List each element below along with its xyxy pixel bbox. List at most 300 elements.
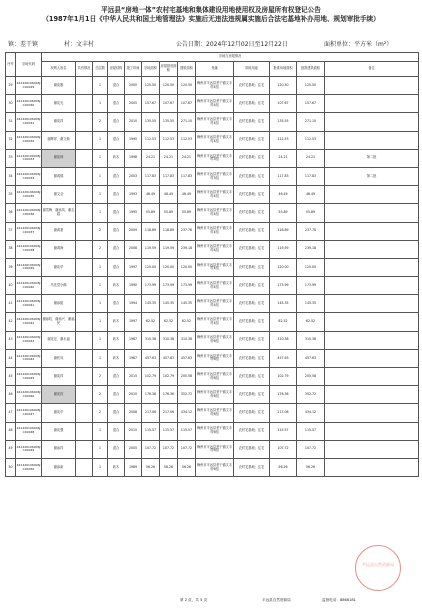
header-remark: 备注: [325, 62, 419, 77]
purpose-cell: 农村宅基地；住宅: [234, 258, 270, 276]
table-row: [6, 386, 419, 404]
approved-area-cell: 112.53: [270, 131, 297, 149]
build-area-cell: 117.83: [178, 167, 196, 185]
approved-build-cell: 24.21: [297, 149, 325, 167]
base-area-cell: 457.63: [160, 349, 178, 367]
table-row: [6, 313, 419, 331]
build-area-cell: 352.72: [178, 386, 196, 404]
approved-build-cell: 145.35: [297, 295, 325, 313]
approved-area-cell: 120.50: [270, 77, 297, 95]
seq-cell: 32: [6, 131, 16, 149]
co-owner-cell: [76, 458, 93, 476]
build-area-cell: 310.38: [178, 331, 196, 349]
registration-table: [5, 52, 419, 477]
header-build-area: 建筑面积: [178, 62, 196, 77]
approved-area-cell: 457.63: [270, 349, 297, 367]
structure-cell: 混合: [108, 386, 125, 404]
year-cell: 1998: [125, 149, 142, 167]
year-cell: 1997: [125, 313, 142, 331]
base-area-cell: 135.55: [160, 113, 178, 131]
seq-cell: 34: [6, 167, 16, 185]
approved-build-cell: 112.53: [297, 131, 325, 149]
table-row: [6, 131, 419, 149]
floors-cell: 1: [93, 95, 108, 113]
structure-cell: 砖木: [108, 149, 125, 167]
approved-area-cell: 55.89: [270, 204, 297, 222]
code-cell: 441426106006JC00050: [16, 458, 42, 476]
structure-cell: 混合: [108, 240, 125, 258]
approved-build-cell: 352.72: [297, 386, 325, 404]
location-cell: 梅州市平远县差干镇文丰村4组: [196, 222, 234, 240]
owner-cell: 谢宪光: [42, 95, 76, 113]
land-area-cell: 107.67: [142, 95, 160, 113]
location-cell: 梅州市平远县差干镇文丰村4组: [196, 295, 234, 313]
announcement-subtitle: （1987年1月1日《中华人民共和国土地管理法》实施后无违法违规属实施后合法宅基地补办用地、规划审批手续）: [42, 15, 380, 23]
owner-cell: 谢添振: [42, 295, 76, 313]
year-cell: 1990: [125, 277, 142, 295]
header-base-area: 房屋基底面积: [160, 62, 178, 77]
land-area-cell: 118.89: [142, 222, 160, 240]
year-cell: 2003: [125, 167, 142, 185]
land-area-cell: 135.55: [142, 113, 160, 131]
land-area-cell: 117.83: [142, 167, 160, 185]
base-area-cell: 102.79: [160, 368, 178, 386]
remark-cell: 第二批: [325, 167, 419, 185]
owner-cell: 谢添权、谢添兴、谢福民: [42, 313, 76, 331]
footer-org: 平远县自然资源局: [262, 598, 291, 602]
approved-build-cell: 120.50: [297, 77, 325, 95]
seq-cell: 38: [6, 240, 16, 258]
location-cell: 梅州市平远县差干镇文丰村4组: [196, 113, 234, 131]
floors-cell: 1: [93, 331, 108, 349]
code-cell: 441426106006JC00049: [16, 440, 42, 458]
seq-cell: 48: [6, 422, 16, 440]
seq-cell: 35: [6, 186, 16, 204]
table-row: [6, 222, 419, 240]
structure-cell: 混合: [108, 404, 125, 422]
co-owner-cell: [76, 204, 93, 222]
floors-cell: 1: [93, 422, 108, 440]
owner-cell: 谢添新: [42, 458, 76, 476]
approved-build-cell: 107.67: [297, 95, 325, 113]
approved-build-cell: 205.58: [297, 368, 325, 386]
code-cell: 441426106006JC00031: [16, 113, 42, 131]
year-cell: 2015: [125, 422, 142, 440]
table-row: [6, 440, 419, 458]
co-owner-cell: [76, 331, 93, 349]
location-cell: 梅州市平远县差干镇文丰村4组: [196, 313, 234, 331]
co-owner-cell: [76, 77, 93, 95]
build-area-cell: 271.10: [178, 113, 196, 131]
table-body: [6, 77, 419, 477]
approved-build-cell: 117.83: [297, 167, 325, 185]
structure-cell: 混合: [108, 422, 125, 440]
purpose-cell: 农村宅基地；住宅: [234, 95, 270, 113]
location-cell: 梅州市平远县差干镇文丰村4组: [196, 204, 234, 222]
approved-build-cell: 115.57: [297, 422, 325, 440]
year-cell: 2008: [125, 404, 142, 422]
seq-cell: 43: [6, 331, 16, 349]
approved-area-cell: 46.49: [270, 186, 297, 204]
footer-phone: 监督电话：8868181: [322, 598, 356, 602]
co-owner-cell: [76, 113, 93, 131]
year-cell: 2015: [125, 368, 142, 386]
floors-cell: 1: [93, 77, 108, 95]
approved-build-cell: 173.99: [297, 277, 325, 295]
land-area-cell: 55.89: [142, 204, 160, 222]
purpose-cell: 农村宅基地；住宅: [234, 77, 270, 95]
base-area-cell: 120.50: [160, 77, 178, 95]
code-cell: 441426106006JC00034: [16, 167, 42, 185]
approved-area-cell: 117.83: [270, 167, 297, 185]
owner-cell: 谢添祥: [42, 440, 76, 458]
co-owner-cell: [76, 368, 93, 386]
table-row: [6, 277, 419, 295]
date-label: 公告日期：2024年12月02日至12月22日: [176, 41, 288, 48]
location-cell: 梅州市平远县差干镇文丰村6组: [196, 386, 234, 404]
base-area-cell: 115.57: [160, 422, 178, 440]
table-row: [6, 331, 419, 349]
base-area-cell: 107.67: [160, 95, 178, 113]
remark-cell: [325, 77, 419, 95]
co-owner-cell: [76, 422, 93, 440]
header-floors: 总层数: [93, 62, 108, 77]
approved-build-cell: 62.52: [297, 313, 325, 331]
base-area-cell: 120.00: [160, 258, 178, 276]
structure-cell: 混合: [108, 95, 125, 113]
build-area-cell: 107.67: [178, 95, 196, 113]
remark-cell: [325, 404, 419, 422]
floors-cell: 2: [93, 113, 108, 131]
table-row: [6, 167, 419, 185]
owner-cell: 谢宪林: [42, 149, 76, 167]
header-land-area: 宗地面积: [142, 62, 160, 77]
purpose-cell: 农村宅基地；住宅: [234, 131, 270, 149]
build-area-cell: 205.58: [178, 368, 196, 386]
approved-area-cell: 173.99: [270, 277, 297, 295]
structure-cell: 混合: [108, 204, 125, 222]
location-cell: 梅州市平远县差干镇文丰村6组: [196, 331, 234, 349]
base-area-cell: 107.72: [160, 440, 178, 458]
location-cell: 梅州市平远县差干镇文丰村4组: [196, 277, 234, 295]
approved-area-cell: 119.59: [270, 240, 297, 258]
page-footer: [0, 596, 422, 604]
approved-area-cell: 107.67: [270, 95, 297, 113]
base-area-cell: 118.89: [160, 222, 178, 240]
remark-cell: [325, 422, 419, 440]
year-cell: 2010: [125, 113, 142, 131]
code-cell: 441426106006JC00040: [16, 277, 42, 295]
seq-cell: 50: [6, 458, 16, 476]
code-cell: 441426106006JC00029: [16, 77, 42, 95]
header-year: 竣工时间: [125, 62, 142, 77]
table-row: [6, 149, 419, 167]
remark-cell: [325, 258, 419, 276]
year-cell: 2000: [125, 77, 142, 95]
build-area-cell: 237.78: [178, 222, 196, 240]
co-owner-cell: [76, 240, 93, 258]
land-area-cell: 176.36: [142, 386, 160, 404]
remark-cell: [325, 386, 419, 404]
purpose-cell: 农村宅基地；住宅: [234, 113, 270, 131]
base-area-cell: 56.26: [160, 458, 178, 476]
approved-area-cell: 145.35: [270, 295, 297, 313]
approved-build-cell: 239.18: [297, 240, 325, 258]
approved-area-cell: 217.06: [270, 404, 297, 422]
location-cell: 梅州市平远县差干镇文丰村4组: [196, 95, 234, 113]
location-cell: 梅州市平远县差干镇文丰村4组: [196, 258, 234, 276]
year-cell: 1994: [125, 295, 142, 313]
code-cell: 441426106006JC00044: [16, 349, 42, 367]
co-owner-cell: [76, 131, 93, 149]
table-row: [6, 186, 419, 204]
code-cell: 441426106006JC00037: [16, 222, 42, 240]
co-owner-cell: [76, 295, 93, 313]
approved-area-cell: 102.79: [270, 368, 297, 386]
remark-cell: [325, 277, 419, 295]
base-area-cell: 145.35: [160, 295, 178, 313]
owner-cell: 谢宪华: [42, 258, 76, 276]
purpose-cell: 农村宅基地；住宅: [234, 313, 270, 331]
location-cell: 梅州市平远县差干镇文丰村4组: [196, 186, 234, 204]
co-owner-cell: [76, 149, 93, 167]
remark-cell: [325, 222, 419, 240]
code-cell: 441426106006JC00036: [16, 204, 42, 222]
floors-cell: 1: [93, 149, 108, 167]
land-area-cell: 46.49: [142, 186, 160, 204]
build-area-cell: 120.00: [178, 258, 196, 276]
seq-cell: 49: [6, 440, 16, 458]
land-area-cell: 107.72: [142, 440, 160, 458]
build-area-cell: 55.89: [178, 204, 196, 222]
co-owner-cell: [76, 186, 93, 204]
co-owner-cell: [76, 386, 93, 404]
header-approved-build: 批准建筑面积: [297, 62, 325, 77]
seq-cell: 39: [6, 258, 16, 276]
structure-cell: 混合: [108, 295, 125, 313]
approved-build-cell: 271.10: [297, 113, 325, 131]
build-area-cell: 112.53: [178, 131, 196, 149]
floors-cell: 2: [93, 222, 108, 240]
floors-cell: 1: [93, 131, 108, 149]
code-cell: 441426106006JC00045: [16, 368, 42, 386]
code-cell: 441426106006JC00030: [16, 95, 42, 113]
owner-cell: 谢鸿德: [42, 167, 76, 185]
purpose-cell: 农村宅基地；住宅: [234, 368, 270, 386]
location-cell: 梅州市平远县差干镇文丰村6组: [196, 368, 234, 386]
structure-cell: 混合: [108, 222, 125, 240]
floors-cell: 1: [93, 313, 108, 331]
purpose-cell: 农村宅基地；住宅: [234, 386, 270, 404]
table-row: [6, 77, 419, 95]
structure-cell: 混合: [108, 186, 125, 204]
remark-cell: [325, 186, 419, 204]
table-row: [6, 295, 419, 313]
table-row: [6, 349, 419, 367]
seq-cell: 41: [6, 295, 16, 313]
land-area-cell: 120.50: [142, 77, 160, 95]
purpose-cell: 农村宅基地；住宅: [234, 149, 270, 167]
approved-build-cell: 120.00: [297, 258, 325, 276]
remark-cell: [325, 313, 419, 331]
approved-area-cell: 118.89: [270, 222, 297, 240]
year-cell: 2005: [125, 95, 142, 113]
structure-cell: 砖木: [108, 331, 125, 349]
land-area-cell: 115.57: [142, 422, 160, 440]
location-cell: 梅州市平远县差干镇文丰村6组: [196, 404, 234, 422]
approved-area-cell: 120.00: [270, 258, 297, 276]
floors-cell: 1: [93, 458, 108, 476]
land-area-cell: 62.52: [142, 313, 160, 331]
floors-cell: 1: [93, 204, 108, 222]
page-number: 第 2 页，共 5 页: [180, 598, 208, 602]
code-cell: 441426106006JC00043: [16, 331, 42, 349]
floors-cell: 2: [93, 404, 108, 422]
remark-cell: [325, 131, 419, 149]
land-area-cell: 145.35: [142, 295, 160, 313]
structure-cell: 混合: [108, 131, 125, 149]
location-cell: 梅州市平远县差干镇文丰村6组: [196, 440, 234, 458]
land-area-cell: 102.79: [142, 368, 160, 386]
build-area-cell: 115.57: [178, 422, 196, 440]
build-area-cell: 56.26: [178, 458, 196, 476]
code-cell: 441426106006JC00033: [16, 149, 42, 167]
remark-cell: [325, 240, 419, 258]
year-cell: 2005: [125, 440, 142, 458]
land-area-cell: 24.21: [142, 149, 160, 167]
land-area-cell: 173.99: [142, 277, 160, 295]
table-row: [6, 204, 419, 222]
floors-cell: 2: [93, 386, 108, 404]
remark-cell: [325, 295, 419, 313]
build-area-cell: 173.99: [178, 277, 196, 295]
owner-cell: 谢宪刚: [42, 77, 76, 95]
purpose-cell: 农村宅基地；住宅: [234, 404, 270, 422]
code-cell: 441426106006JC00047: [16, 404, 42, 422]
owner-cell: 谢鸿海: [42, 240, 76, 258]
approved-area-cell: 115.57: [270, 422, 297, 440]
table-row: [6, 368, 419, 386]
code-cell: 441426106006JC00041: [16, 295, 42, 313]
base-area-cell: 55.89: [160, 204, 178, 222]
code-cell: 441426106006JC00048: [16, 422, 42, 440]
approved-area-cell: 310.38: [270, 331, 297, 349]
approved-build-cell: 56.26: [297, 458, 325, 476]
seq-cell: 42: [6, 313, 16, 331]
approved-area-cell: 107.72: [270, 440, 297, 458]
build-area-cell: 62.52: [178, 313, 196, 331]
location-cell: 梅州市平远县差干镇文丰村6组: [196, 422, 234, 440]
announcement-title: 平远县“房地一体”农村宅基地和集体建设用地使用权及房屋所有权登记公告: [101, 6, 321, 14]
seq-cell: 37: [6, 222, 16, 240]
base-area-cell: 176.36: [160, 386, 178, 404]
co-owner-cell: [76, 277, 93, 295]
land-area-cell: 56.26: [142, 458, 160, 476]
seq-cell: 44: [6, 349, 16, 367]
co-owner-cell: [76, 440, 93, 458]
year-cell: 1987: [125, 331, 142, 349]
base-area-cell: 24.21: [160, 149, 178, 167]
header-purpose: 用地用途: [234, 62, 270, 77]
seq-cell: 33: [6, 149, 16, 167]
purpose-cell: 农村宅基地；住宅: [234, 458, 270, 476]
approved-area-cell: 62.52: [270, 313, 297, 331]
official-seal: [355, 545, 401, 591]
base-area-cell: 117.83: [160, 167, 178, 185]
build-area-cell: 239.18: [178, 240, 196, 258]
build-area-cell: 46.49: [178, 186, 196, 204]
header-seq: 序号: [6, 53, 16, 77]
land-area-cell: 217.06: [142, 404, 160, 422]
table-row: [6, 95, 419, 113]
co-owner-cell: [76, 349, 93, 367]
location-cell: 梅州市平远县差干镇文丰村3组: [196, 149, 234, 167]
purpose-cell: 农村宅基地；住宅: [234, 167, 270, 185]
co-owner-cell: [76, 95, 93, 113]
header-owner: 权利人姓名: [42, 62, 76, 77]
header-location: 坐落: [196, 62, 234, 77]
seq-cell: 40: [6, 277, 16, 295]
seq-cell: 29: [6, 77, 16, 95]
floors-cell: 1: [93, 258, 108, 276]
seq-cell: 47: [6, 404, 16, 422]
land-area-cell: 120.00: [142, 258, 160, 276]
floors-cell: 2: [93, 368, 108, 386]
structure-cell: 混合: [108, 113, 125, 131]
build-area-cell: 107.72: [178, 440, 196, 458]
floors-cell: 1: [93, 186, 108, 204]
floors-cell: 1: [93, 349, 108, 367]
year-cell: 1995: [125, 131, 142, 149]
approved-build-cell: 237.78: [297, 222, 325, 240]
build-area-cell: 120.50: [178, 77, 196, 95]
approved-area-cell: 135.55: [270, 113, 297, 131]
owner-cell: 马先觉小佛: [42, 277, 76, 295]
header-co-owner: 共有情况: [76, 62, 93, 77]
base-area-cell: 46.49: [160, 186, 178, 204]
purpose-cell: 农村宅基地；住宅: [234, 204, 270, 222]
table-row: [6, 404, 419, 422]
code-cell: 441426106006JC00046: [16, 386, 42, 404]
floors-cell: 1: [93, 277, 108, 295]
owner-cell: 谢宪祥: [42, 368, 76, 386]
structure-cell: 砖木: [108, 349, 125, 367]
purpose-cell: 农村宅基地；住宅: [234, 295, 270, 313]
header-land-group: 宗地与房屋情况: [42, 53, 419, 62]
remark-cell: [325, 113, 419, 131]
remark-cell: [325, 95, 419, 113]
approved-build-cell: 310.38: [297, 331, 325, 349]
approved-area-cell: 24.21: [270, 149, 297, 167]
location-cell: 梅州市平远县差干镇文丰村4组: [196, 77, 234, 95]
code-cell: 441426106006JC00032: [16, 131, 42, 149]
purpose-cell: 农村宅基地；住宅: [234, 222, 270, 240]
floors-cell: 2: [93, 240, 108, 258]
year-cell: 1995: [125, 204, 142, 222]
remark-cell: 第二批: [325, 149, 419, 167]
location-cell: 梅州市平远县差干镇文丰村6组: [196, 458, 234, 476]
owner-cell: 谢宪钧: [42, 386, 76, 404]
purpose-cell: 农村宅基地；住宅: [234, 240, 270, 258]
owner-cell: 谢钦凤: [42, 349, 76, 367]
approved-build-cell: 434.12: [297, 404, 325, 422]
table-row: [6, 422, 419, 440]
year-cell: 1997: [125, 258, 142, 276]
seq-cell: 36: [6, 204, 16, 222]
structure-cell: 混合: [108, 258, 125, 276]
land-area-cell: 119.59: [142, 240, 160, 258]
base-area-cell: 62.52: [160, 313, 178, 331]
